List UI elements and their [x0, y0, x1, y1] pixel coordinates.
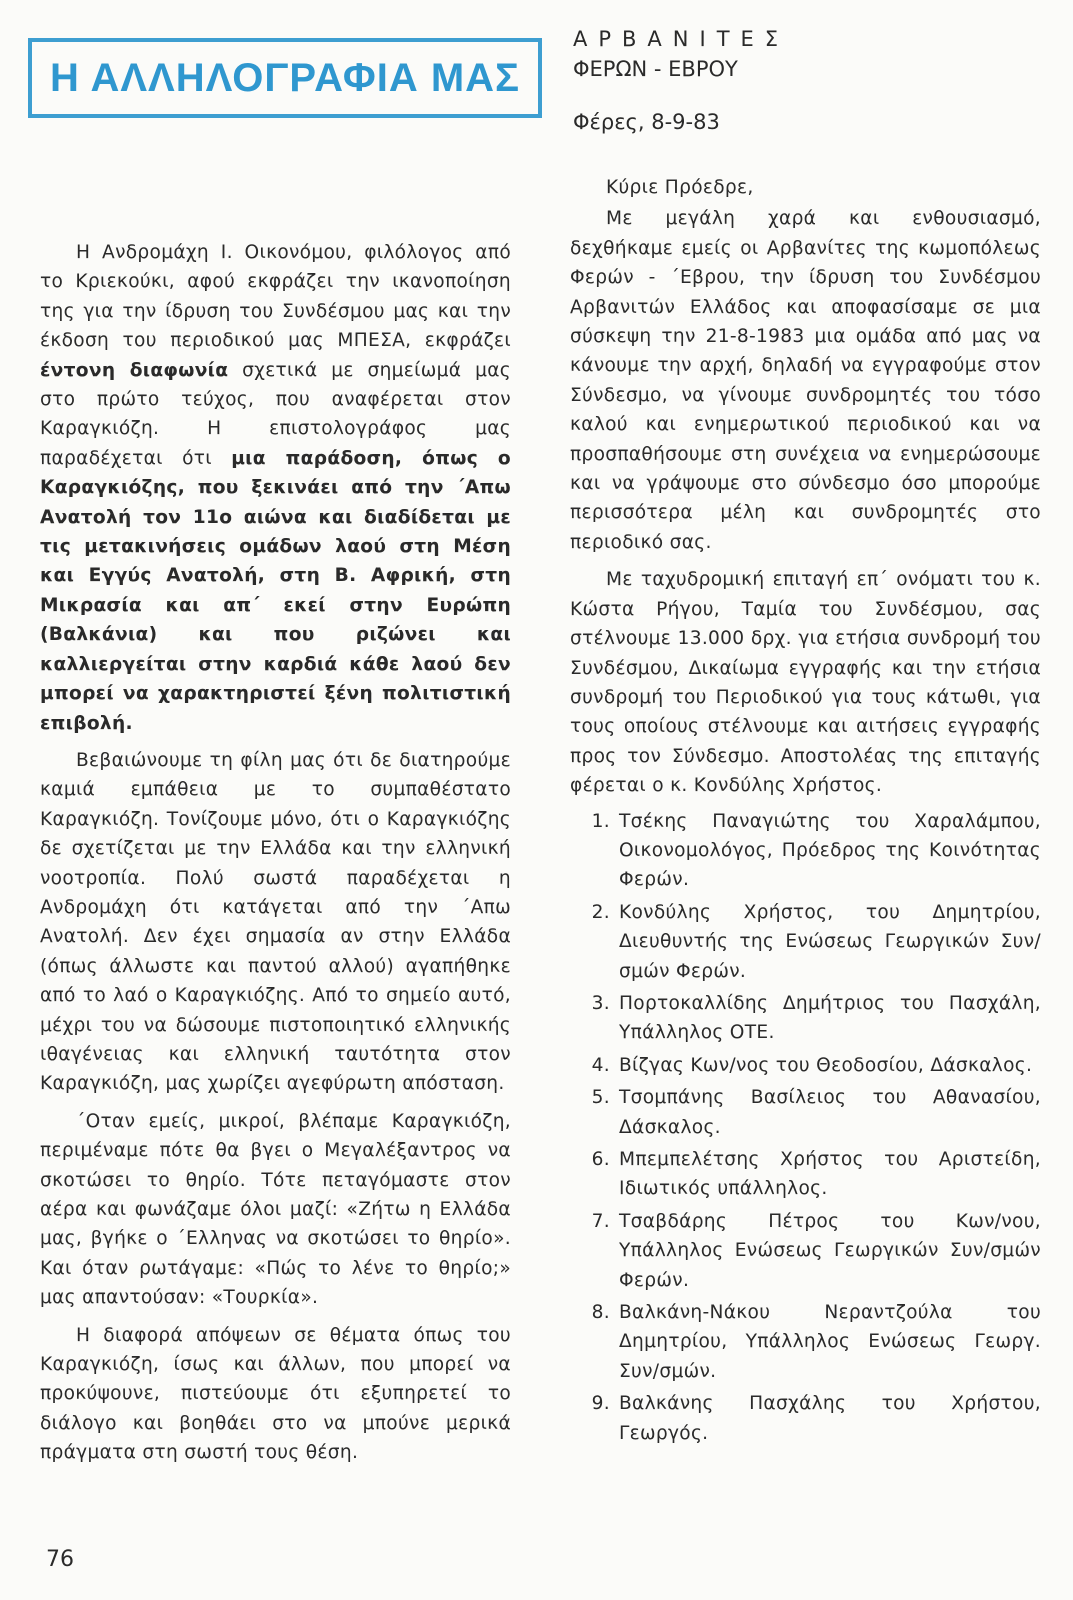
right-column [570, 173, 1041, 1448]
sender-line-2: ΦΕΡΩΝ - ΕΒΡΟΥ [573, 57, 738, 81]
list-item [570, 989, 1041, 1048]
paragraph: Βεβαιώνουμε τη φίλη μας ότι δε διατηρούμε καμιά εμπάθεια με το συμπαθέστατο Καραγκιόζη. Τονίζουμε μόνο, ότι ο Καραγκιόζης δε σχετίζεται με την Ελλάδα και την ελληνική νοοτροπία. Πολύ σωστά παραδέχεται η Ανδρομάχη ότι κατάγεται από την ΄Απω Ανατολή. Δεν έχει σημασία αν στην Ελλάδα (όπως άλλωστε και παντού αλλού) αγαπήθηκε από το λαό ο Καραγκιόζης. Από το σημείο αυτό, μέχρι του να δώσουμε πιστοποιητικό ελληνικής ιθαγένειας και ελληνική ταυτότητα στον Καραγκιόζη, μας χωρίζει αγεφύρωτη απόσταση. [40, 749, 511, 1095]
list-item-text: Μπεμπελέτσης Χρήστος του Αριστείδη, Ιδιωτικός υπάλληλος. [619, 1149, 1041, 1200]
left-column [40, 238, 511, 1468]
letter-greeting: Κύριε Πρόεδρε, [606, 177, 754, 198]
list-item-number: 3. [591, 992, 610, 1014]
list-item-text: Κονδύλης Χρήστος, του Δημητρίου, Διευθυντής της Ενώσεως Γεωργικών Συν/σμών Φερών. [619, 901, 1041, 982]
list-item [570, 1389, 1041, 1448]
list-item-number: 4. [591, 1054, 610, 1076]
letter-date: Φέρες, 8-9-83 [573, 110, 720, 134]
section-title: Η ΑΛΛΗΛΟΓΡΑΦΙΑ ΜΑΣ [49, 55, 521, 100]
paragraph: Η διαφορά απόψεων σε θέματα όπως του Καραγκιόζη, ίσως και άλλων, που μπορεί να προκύψουνε, πιστεύουμε ότι εξυπηρετεί το διάλογο και βοηθάει στο να μπούνε μερικά πράγματα στη σωστή τους θέση. [40, 1324, 511, 1464]
list-item [570, 1083, 1041, 1142]
list-item-text: Βαλκάνη-Νάκου Νεραντζούλα του Δημητρίου, Υπάλληλος Ενώσεως Γεωργ. Συν/σμών. [619, 1302, 1041, 1382]
list-item-number: 6. [591, 1149, 610, 1170]
list-item [570, 1298, 1041, 1386]
section-title-box [28, 38, 542, 118]
list-item-text: Βίζγας Κων/νος του Θεοδοσίου, Δάσκαλος. [619, 1054, 1033, 1076]
list-item [570, 1145, 1041, 1204]
list-item-number: 5. [591, 1087, 610, 1109]
paragraph: Η Ανδρομάχη Ι. Οικονόμου, φιλόλογος από το Κριεκούκι, αφού εκφράζει την ικανοποίηση της για την ίδρυση του Συνδέσμου μας και την έκδοση του περιοδικού μας ΜΠΕΣΑ, εκφράζει έντονη διαφωνία σχετικά με σημείωμά μας στο πρώτο τεύχος, που αναφέρεται στον Καραγκιόζη. Η επιστολογράφος μας παραδέχεται ότι μια παράδοση, όπως ο Καραγκιόζης, που ξεκινάει από την ΄Απω Ανατολή τον 11ο αιώνα και διαδίδεται με τις μετακινήσεις ομάδων λαού στη Μέση και Εγγύς Ανατολή, στη Β. Αφρική, στη Μικρασία και απ΄ εκεί στην Ευρώπη (Βαλκάνια) και που ριζώνει και καλλιεργείται στην καρδιά κάθε λαού δεν μπορεί να χαρακτηριστεί ξένη πολιτιστική επιβολή. [40, 242, 511, 734]
paragraph: Με ταχυδρομική επιταγή επ΄ ονόματι του κ. Κώστα Ρήγου, Ταμία του Συνδέσμου, σας στέλνουμε 13.000 δρχ. για ετήσια συνδρομή του Συνδέσμου, Δικαίωμα εγγραφής και την ετήσια συνδρομή του Περιοδικού για τους κάτωθι, για τους οποίους στέλνουμε και αιτήσεις εγγραφής προς τον Σύνδεσμο. Αποστολέας της επιταγής φέρεται ο κ. Κονδύλης Χρήστος. [570, 569, 1041, 797]
letter-sender [573, 24, 789, 137]
list-item [570, 807, 1041, 895]
list-item-number: 1. [591, 810, 610, 832]
list-item-text: Βαλκάνης Πασχάλης του Χρήστου, Γεωργός. [619, 1393, 1041, 1444]
list-item [570, 898, 1041, 986]
members-list [570, 807, 1041, 1449]
paragraph: ΄Οταν εμείς, μικροί, βλέπαμε Καραγκιόζη, περιμέναμε πότε θα βγει ο Μεγαλέξαντρος να σκοτώσει το θηρίο. Τότε πεταγόμαστε στον αέρα και φωνάζαμε όλοι μαζί: «Ζήτω η Ελλάδα μας, βγήκε ο ΄Ελληνας να σκοτώσει το θηρίο». Και όταν ρωτάγαμε: «Πώς το λένε το θηρίο;» μας απαντούσαν: «Τουρκία». [40, 1110, 511, 1309]
list-item-text: Πορτοκαλλίδης Δημήτριος του Πασχάλη, Υπάλληλος ΟΤΕ. [619, 992, 1041, 1044]
list-item-number: 9. [591, 1393, 610, 1415]
bold-phrase: έντονη διαφωνία [40, 359, 229, 381]
list-item-number: 8. [591, 1302, 610, 1324]
list-item [570, 1207, 1041, 1295]
list-item-number: 2. [591, 901, 610, 923]
list-item-number: 7. [591, 1210, 610, 1232]
page-number: 76 [46, 1547, 74, 1572]
sender-line-1: ΑΡΒΑΝΙΤΕΣ [573, 27, 790, 51]
paragraph: Με μεγάλη χαρά και ενθουσιασμό, δεχθήκαμε εμείς οι Αρβανίτες της κωμοπόλεως Φερών - ΄Εβρου, την ίδρυση του Συνδέσμου Αρβανιτών Ελλάδος και αποφασίσαμε σε μια σύσκεψη την 21-8-1983 μια ομάδα από μας να κάνουμε την αρχή, δηλαδή να εγγραφούμε στον Σύνδεσμο, να γίνουμε συνδρομητές του τόσο καλού και ενημερωτικού περιοδικού και να προσπαθήσουμε στη συνέχεια να ενημερώσουμε και να γράψουμε στο σύνδεσμο όσο μπορούμε περισσότερα μέλη και συνδρομητές στο περιοδικό σας. [570, 208, 1041, 553]
bold-quote: μια παράδοση, όπως ο Καραγκιόζης, που ξεκινάει από την ΄Απω Ανατολή τον 11ο αιώνα και διαδίδεται με τις μετακινήσεις ομάδων λαού στη Μέση και Εγγύς Ανατολή, στη Β. Αφρική, στη Μικρασία και απ΄ εκεί στην Ευρώπη (Βαλκάνια) και που ριζώνει και καλλιεργείται στην καρδιά κάθε λαού δεν μπορεί να χαρακτηριστεί ξένη πολιτιστική επιβολή. [40, 447, 511, 734]
list-item-text: Τσαβδάρης Πέτρος του Κων/νου, Υπάλληλος Ενώσεως Γεωργικών Συν/σμών Φερών. [619, 1210, 1041, 1291]
list-item-text: Τσομπάνης Βασίλειος του Αθανασίου, Δάσκαλος. [619, 1087, 1041, 1138]
list-item [570, 1051, 1041, 1080]
list-item-text: Τσέκης Παναγιώτης του Χαραλάμπου, Οικονομολόγος, Πρόεδρος της Κοινότητας Φερών. [619, 810, 1041, 891]
